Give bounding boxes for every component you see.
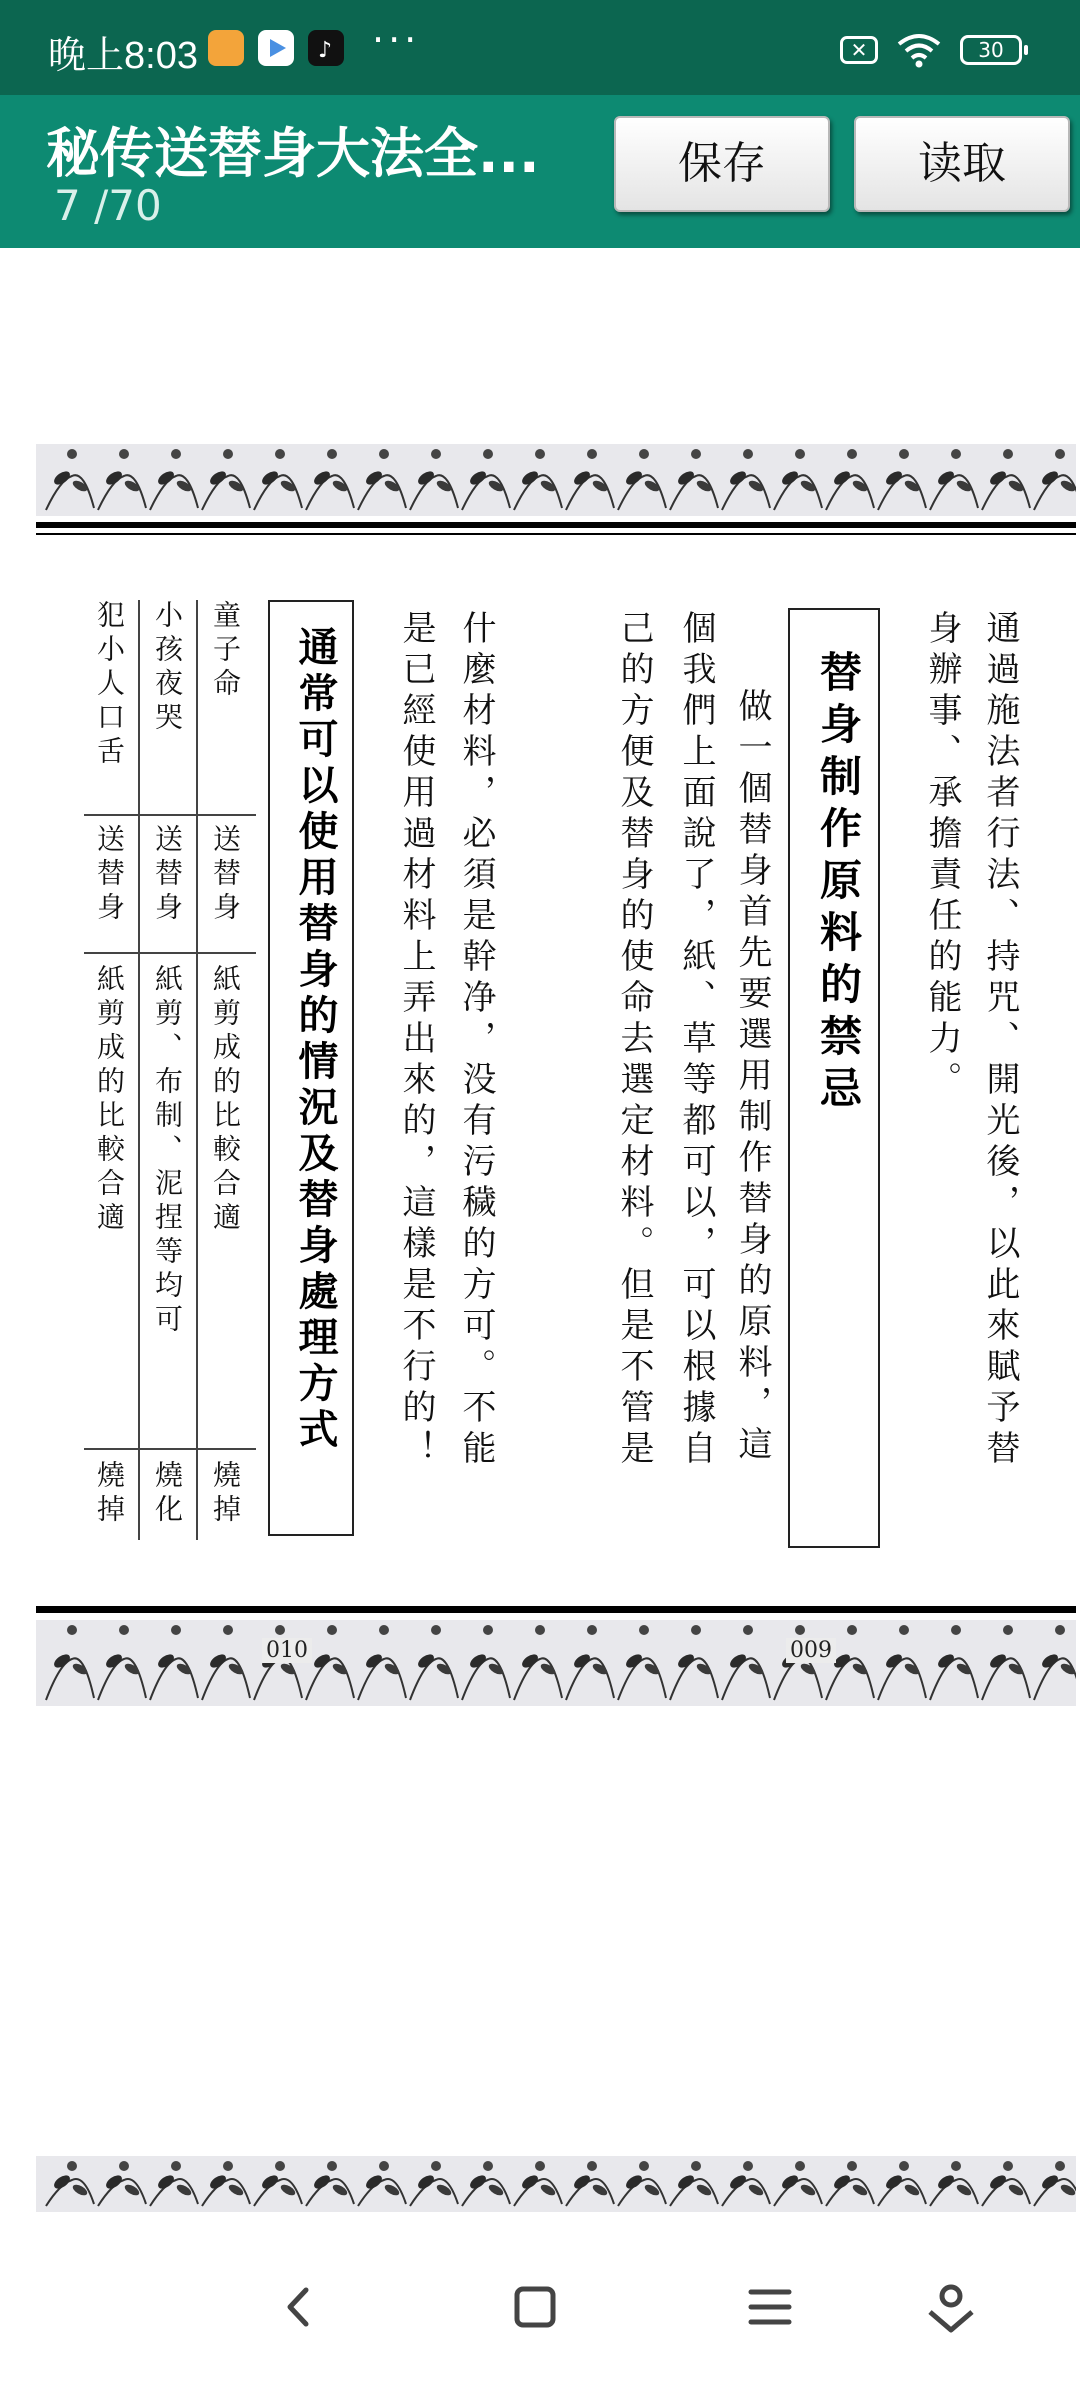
floral-motif	[618, 449, 666, 510]
floral-border-next-page	[36, 2156, 1076, 2212]
table-divider	[196, 600, 198, 1540]
floral-motif	[514, 449, 562, 510]
floral-motif	[202, 449, 250, 510]
floral-motif	[410, 449, 458, 510]
floral-motif	[46, 1625, 94, 1700]
intro-column-2: 身辦事、承擔責任的能力。	[922, 610, 962, 1102]
app-header	[0, 95, 1080, 248]
page-indicator: 7 /70	[54, 181, 162, 230]
paragraph-column-3: 己的方便及替身的使命去選定材料。但是不管是	[614, 610, 654, 1471]
page-number-right: 009	[786, 1638, 836, 1663]
floral-motif	[358, 2161, 406, 2206]
floral-motif	[98, 2161, 146, 2206]
floral-motif	[566, 2161, 614, 2206]
app-icon-1	[208, 30, 244, 66]
floral-motif	[46, 449, 94, 510]
floral-motif	[982, 449, 1030, 510]
floral-motif	[306, 2161, 354, 2206]
floral-motif	[566, 449, 614, 510]
floral-motif	[410, 1625, 458, 1700]
paragraph-column-2: 個我們上面說了，紙、草等都可以，可以根據自	[676, 610, 716, 1471]
floral-motif	[514, 2161, 562, 2206]
floral-motif	[150, 1625, 198, 1700]
document-title: 秘传送替身大法全...	[46, 122, 540, 185]
divider-top	[36, 522, 1076, 528]
floral-motif	[930, 449, 978, 510]
table-cell-disposal: 燒掉	[209, 1460, 242, 1528]
document-page[interactable]	[0, 248, 1080, 2212]
floral-motif	[930, 1625, 978, 1700]
home-icon[interactable]	[500, 2272, 570, 2342]
table-cell-material: 紙剪成的比較合適	[209, 964, 242, 1236]
floral-motif	[98, 449, 146, 510]
back-icon[interactable]	[264, 2272, 334, 2342]
floral-motif	[1034, 1625, 1076, 1700]
floral-motif	[254, 449, 302, 510]
floral-motif	[150, 2161, 198, 2206]
table-divider	[84, 1448, 256, 1450]
intro-column-1: 通過施法者行法、持咒、開光後，以此來賦予替	[980, 610, 1020, 1471]
floral-motif	[930, 2161, 978, 2206]
floral-motif	[306, 1625, 354, 1700]
floral-motif	[202, 2161, 250, 2206]
floral-motif	[462, 2161, 510, 2206]
status-overflow: ···	[372, 18, 421, 62]
status-bar	[0, 0, 1080, 95]
table-cell-material: 紙剪、布制、泥捏等均可	[151, 964, 184, 1338]
table-divider	[138, 600, 140, 1540]
floral-motif	[566, 1625, 614, 1700]
floral-motif	[722, 2161, 770, 2206]
divider-bottom	[36, 1606, 1076, 1613]
floral-motif	[1034, 449, 1076, 510]
floral-motif	[774, 2161, 822, 2206]
battery-icon: 30	[960, 35, 1022, 65]
table-cell-situation: 小孩夜哭	[151, 600, 184, 736]
floral-motif	[774, 449, 822, 510]
floral-border-top	[36, 444, 1076, 516]
floral-motif	[982, 2161, 1030, 2206]
floral-motif	[618, 2161, 666, 2206]
table-cell-disposal: 燒化	[151, 1460, 184, 1528]
floral-motif	[670, 2161, 718, 2206]
floral-motif	[358, 449, 406, 510]
table-cell-action: 送替身	[151, 824, 184, 926]
floral-motif	[618, 1625, 666, 1700]
table-cell-situation: 童子命	[209, 600, 242, 702]
floral-motif	[150, 449, 198, 510]
status-time: 晚上8:03	[48, 35, 198, 77]
table-cell-action: 送替身	[93, 824, 126, 926]
paragraph-column-5: 是已經使用過材料上弄出來的，這樣是不行的！	[396, 610, 436, 1471]
table-divider	[84, 814, 256, 816]
recents-icon[interactable]	[735, 2272, 805, 2342]
table-cell-material: 紙剪成的比較合適	[93, 964, 126, 1236]
page-number-left: 010	[262, 1638, 312, 1663]
heading-materials: 替身制作原料的禁忌	[788, 608, 880, 1548]
floral-motif	[670, 1625, 718, 1700]
wifi-icon	[896, 32, 942, 68]
floral-motif	[878, 2161, 926, 2206]
paragraph-column-1: 做一個替身首先要選用制作替身的原料，這	[732, 688, 772, 1467]
floral-motif	[462, 1625, 510, 1700]
floral-motif	[670, 449, 718, 510]
floral-motif	[462, 449, 510, 510]
table-cell-situation: 犯小人口舌	[93, 600, 126, 770]
floral-motif	[1034, 2161, 1076, 2206]
assistant-icon[interactable]	[916, 2272, 986, 2342]
floral-motif	[982, 1625, 1030, 1700]
floral-motif	[722, 449, 770, 510]
floral-motif	[98, 1625, 146, 1700]
floral-motif	[306, 449, 354, 510]
divider-top-thin	[36, 533, 1076, 535]
floral-motif	[202, 1625, 250, 1700]
load-button[interactable]: 读取	[854, 116, 1070, 212]
sim-off-icon: ✕	[840, 36, 878, 64]
floral-motif	[826, 449, 874, 510]
navigation-bar	[0, 2212, 1080, 2400]
svg-text:♪: ♪	[318, 38, 333, 63]
floral-motif	[410, 2161, 458, 2206]
table-cell-disposal: 燒掉	[93, 1460, 126, 1528]
app-icon-2	[258, 30, 294, 66]
floral-motif	[878, 1625, 926, 1700]
table-divider	[84, 952, 256, 954]
floral-motif	[514, 1625, 562, 1700]
app-icon-3	[308, 30, 344, 66]
floral-motif	[878, 449, 926, 510]
paragraph-column-4: 什麼材料，必須是幹净，没有污穢的方可。不能	[456, 610, 496, 1471]
floral-motif	[826, 2161, 874, 2206]
heading-usage: 通常可以使用替身的情況及替身處理方式	[268, 600, 354, 1536]
floral-motif	[722, 1625, 770, 1700]
floral-motif	[358, 1625, 406, 1700]
save-button[interactable]: 保存	[614, 116, 830, 212]
table-cell-action: 送替身	[209, 824, 242, 926]
floral-motif	[254, 2161, 302, 2206]
floral-motif	[46, 2161, 94, 2206]
floral-border-bottom	[36, 1620, 1076, 1706]
